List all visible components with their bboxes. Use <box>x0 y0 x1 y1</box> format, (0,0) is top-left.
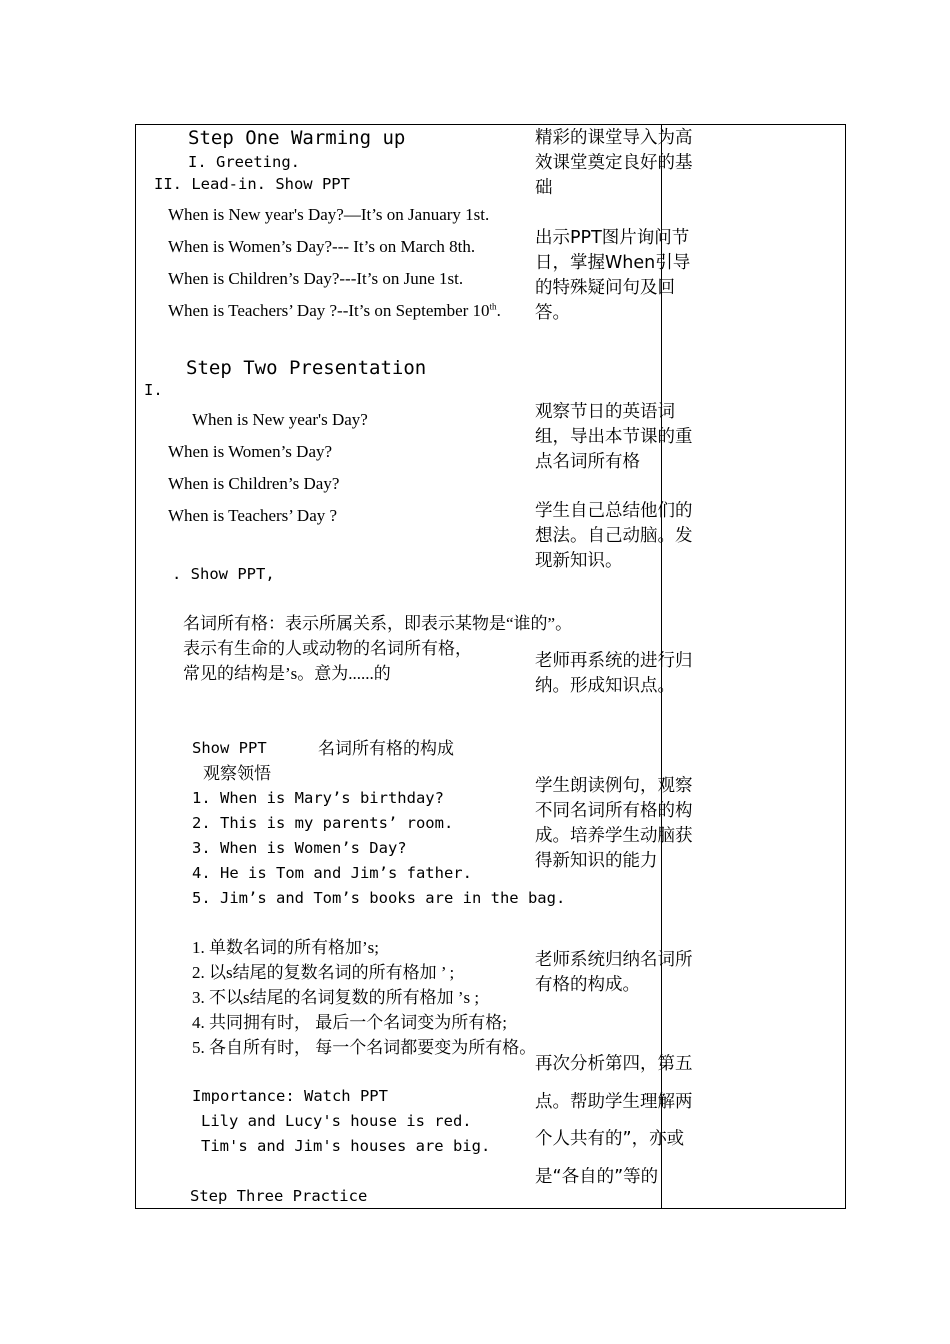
question-4-sup: th <box>489 301 497 312</box>
presentation-q4: When is Teachers’ Day ? <box>168 506 338 525</box>
example-3: 3. When is Women’s Day? <box>192 839 407 857</box>
step-two-title: Step Two Presentation <box>186 357 427 379</box>
importance-example-2: Tim's and Jim's houses are big. <box>201 1137 491 1155</box>
example-1: 1. When is Mary’s birthday? <box>192 789 444 807</box>
show-ppt-2: Show PPT <box>192 739 267 757</box>
definition-line-1: 名词所有格：表示所属关系，即表示某物是“谁的”。 <box>183 614 573 633</box>
question-1: When is New year's Day?—It’s on January 1st. <box>168 205 490 224</box>
note-presentation: 观察节日的英语词组，导出本节课的重点名词所有格 <box>535 402 693 472</box>
step-two-i: I. <box>144 381 163 399</box>
presentation-q3: When is Children’s Day? <box>168 474 340 493</box>
rule-3: 3. 不以s结尾的名词复数的所有格加 ’s ; <box>192 988 480 1007</box>
definition-line-3: 常见的结构是’s。意为......的 <box>183 664 391 683</box>
question-4 <box>168 302 501 319</box>
question-3: When is Children’s Day?---It’s on June 1st. <box>168 269 464 288</box>
step-three-title: Step Three Practice <box>190 1187 368 1205</box>
rule-2: 2. 以s结尾的复数名词的所有格加 ’ ; <box>192 963 455 982</box>
example-5: 5. Jim’s and Tom’s books are in the bag. <box>192 889 566 907</box>
note-teacher-summary: 老师再系统的进行归纳。形成知识点。 <box>535 651 693 696</box>
question-4-end: . <box>496 301 501 320</box>
greeting-line: I. Greeting. <box>188 153 300 171</box>
question-2: When is Women’s Day?--- It’s on March 8th. <box>168 237 476 256</box>
rule-4: 4. 共同拥有时， 最后一个名词变为所有格; <box>192 1013 507 1032</box>
observe-label: 观察领悟 <box>203 764 271 783</box>
presentation-q1: When is New year's Day? <box>192 410 368 429</box>
note-lead-in: 出示PPT图片询问节日，掌握When引导的特殊疑问句及回答。 <box>535 228 691 323</box>
note-read-examples: 学生朗读例句，观察不同名词所有格的构成。培养学生动脑获得新知识的能力 <box>535 776 693 871</box>
example-2: 2. This is my parents’ room. <box>192 814 454 832</box>
presentation-q2: When is Women’s Day? <box>168 442 333 461</box>
note-warming-up: 精彩的课堂导入为高效课堂奠定良好的基础 <box>535 128 693 198</box>
importance-example-1: Lily and Lucy's house is red. <box>201 1112 472 1130</box>
note-rules: 老师系统归纳名词所有格的构成。 <box>535 950 693 995</box>
show-ppt-2-cn: 名词所有格的构成 <box>318 739 454 758</box>
rule-1: 1. 单数名词的所有格加’s; <box>192 938 379 957</box>
note-summarize: 学生自己总结他们的想法。自己动脑。发现新知识。 <box>535 501 693 571</box>
note-importance: 再次分析第四，第五点。帮助学生理解两个人共有的”，亦或是“各自的”等的 <box>535 1054 693 1187</box>
show-ppt-line: . Show PPT, <box>172 565 275 583</box>
definition-line-2: 表示有生命的人或动物的名词所有格， <box>183 639 472 658</box>
importance-line: Importance: Watch PPT <box>192 1087 388 1105</box>
step-one-title: Step One Warming up <box>188 127 406 149</box>
question-4-text: When is Teachers’ Day ?--It’s on September 10 <box>168 301 490 320</box>
example-4: 4. He is Tom and Jim’s father. <box>192 864 472 882</box>
rule-5: 5. 各自所有时， 每一个名词都要变为所有格。 <box>192 1038 537 1057</box>
lead-in-line: II. Lead-in. Show PPT <box>154 175 350 193</box>
